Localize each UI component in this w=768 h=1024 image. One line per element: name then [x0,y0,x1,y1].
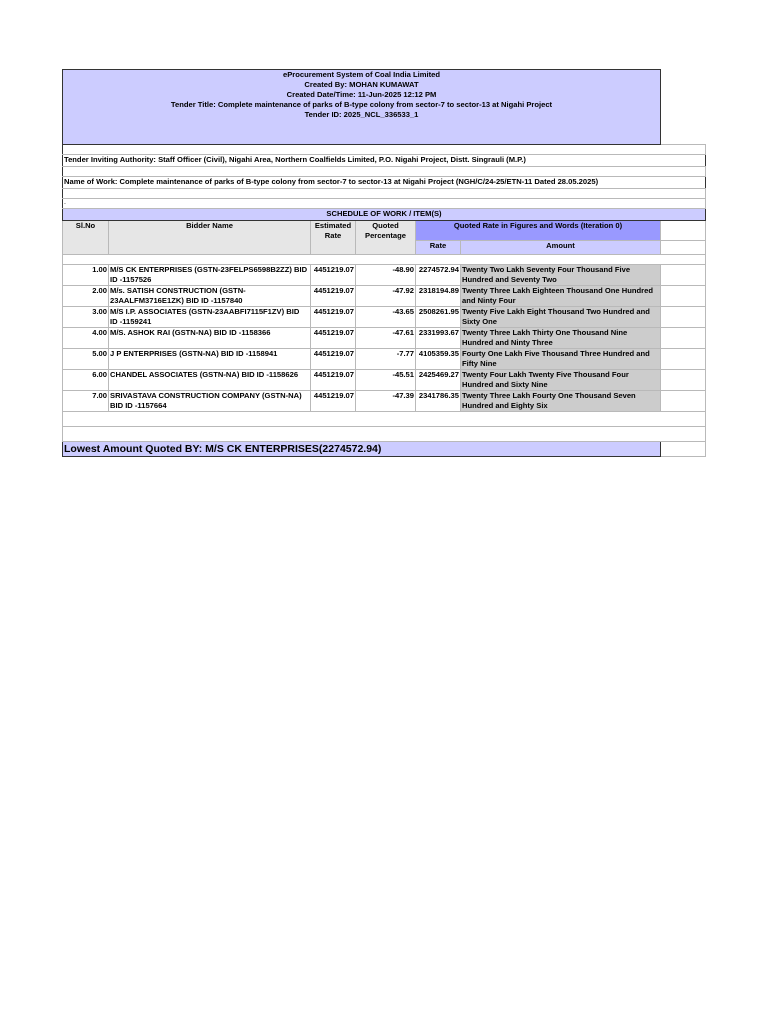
row-bidder-name: M/s. SATISH CONSTRUCTION (GSTN-23AALFM3716E1ZK) BID ID -1157840 [109,286,311,307]
empty-cell [661,391,706,412]
row-bidder-name: CHANDEL ASSOCIATES (GSTN-NA) BID ID -1158626 [109,370,311,391]
col-bidder-name: Bidder Name [109,221,311,255]
name-of-work: Name of Work: Complete maintenance of parks of B-type colony from sector-7 to sector-13 at Nigahi Project (NGH/C/24-25/ETN-11 Dated 28.05.2025) [63,177,706,189]
blank-row [63,255,706,265]
row-amount: Twenty Three Lakh Thirty One Thousand Nine Hundred and Ninty Three [461,328,661,349]
row-quoted-percentage: -45.51 [356,370,416,391]
blank-row [63,427,706,442]
table-row [63,349,706,370]
header-line-created-by: Created By: MOHAN KUMAWAT [304,80,419,89]
col-amount: Amount [461,241,661,255]
table-row [63,307,706,328]
row-sl-no: 5.00 [63,349,109,370]
row-rate: 4105359.35 [416,349,461,370]
row-sl-no: 3.00 [63,307,109,328]
row-amount: Twenty Two Lakh Seventy Four Thousand Five Hundred and Seventy Two [461,265,661,286]
row-bidder-name: M/S. ASHOK RAI (GSTN-NA) BID ID -1158366 [109,328,311,349]
bid-comparison-sheet [62,69,705,457]
blank-row [63,189,706,199]
col-rate: Rate [416,241,461,255]
row-bidder-name: SRIVASTAVA CONSTRUCTION COMPANY (GSTN-NA) BID ID -1157664 [109,391,311,412]
row-sl-no: 4.00 [63,328,109,349]
row-estimated-rate: 4451219.07 [311,349,356,370]
bid-table [62,69,706,457]
row-quoted-percentage: -7.77 [356,349,416,370]
row-amount: Twenty Three Lakh Fourty One Thousand Seven Hundred and Eighty Six [461,391,661,412]
row-rate: 2274572.94 [416,265,461,286]
col-quoted-percentage: Quoted Percentage [356,221,416,255]
col-estimated-rate: Estimated Rate [311,221,356,255]
schedule-title: SCHEDULE OF WORK / ITEM(S) [63,209,706,221]
row-quoted-percentage: -47.39 [356,391,416,412]
table-row [63,328,706,349]
row-rate: 2341786.35 [416,391,461,412]
header-line-created-date: Created Date/Time: 11-Jun-2025 12:12 PM [286,90,437,99]
row-bidder-name: J P ENTERPRISES (GSTN-NA) BID ID -1158941 [109,349,311,370]
row-amount: Twenty Three Lakh Eighteen Thousand One Hundred and Ninty Four [461,286,661,307]
header-line-tender-title: Tender Title: Complete maintenance of parks of B-type colony from sector-7 to sector-13 at Nigahi Project [170,100,553,109]
blank-row [63,167,706,177]
header-line-system: eProcurement System of Coal India Limited [283,70,440,79]
row-sl-no: 6.00 [63,370,109,391]
row-rate: 2318194.89 [416,286,461,307]
empty-cell [661,349,706,370]
table-row [63,286,706,307]
row-bidder-name: M/S CK ENTERPRISES (GSTN-23FELPS6598B2ZZ) BID ID -1157526 [109,265,311,286]
row-estimated-rate: 4451219.07 [311,265,356,286]
empty-cell [661,70,706,145]
row-estimated-rate: 4451219.07 [311,328,356,349]
table-row [63,370,706,391]
empty-cell [661,265,706,286]
row-estimated-rate: 4451219.07 [311,286,356,307]
row-rate: 2508261.95 [416,307,461,328]
row-rate: 2425469.27 [416,370,461,391]
row-amount: Twenty Five Lakh Eight Thousand Two Hundred and Sixty One [461,307,661,328]
row-quoted-percentage: -47.61 [356,328,416,349]
row-quoted-percentage: -47.92 [356,286,416,307]
row-rate: 2331993.67 [416,328,461,349]
header-line-tender-id: Tender ID: 2025_NCL_336533_1 [304,110,419,119]
row-sl-no: 1.00 [63,265,109,286]
empty-cell [661,442,706,457]
row-quoted-percentage: -48.90 [356,265,416,286]
empty-cell [661,370,706,391]
blank-row [63,412,706,427]
empty-cell [661,286,706,307]
row-quoted-percentage: -43.65 [356,307,416,328]
col-quoted-rate: Quoted Rate in Figures and Words (Iteration 0) [416,221,661,241]
row-estimated-rate: 4451219.07 [311,370,356,391]
table-row [63,265,706,286]
empty-cell [661,241,706,255]
empty-cell [661,328,706,349]
report-header [63,70,661,145]
empty-cell [661,221,706,241]
col-sl-no: Sl.No [63,221,109,255]
row-amount: Fourty One Lakh Five Thousand Three Hundred and Fifty Nine [461,349,661,370]
row-amount: Twenty Four Lakh Twenty Five Thousand Four Hundred and Sixty Nine [461,370,661,391]
row-bidder-name: M/S I.P. ASSOCIATES (GSTN-23AABFI7115F1ZV) BID ID -1159241 [109,307,311,328]
row-sl-no: 2.00 [63,286,109,307]
blank-row [63,145,706,155]
tender-inviting-authority: Tender Inviting Authority: Staff Officer (Civil), Nigahi Area, Northern Coalfields Limited, P.O. Nigahi Project, Distt. Singrauli (M.P.) [63,155,706,167]
row-estimated-rate: 4451219.07 [311,307,356,328]
table-row [63,391,706,412]
dot-row: . [63,199,706,209]
empty-cell [661,307,706,328]
row-sl-no: 7.00 [63,391,109,412]
row-estimated-rate: 4451219.07 [311,391,356,412]
lowest-amount-quoted: Lowest Amount Quoted BY: M/S CK ENTERPRISES(2274572.94) [63,442,661,457]
